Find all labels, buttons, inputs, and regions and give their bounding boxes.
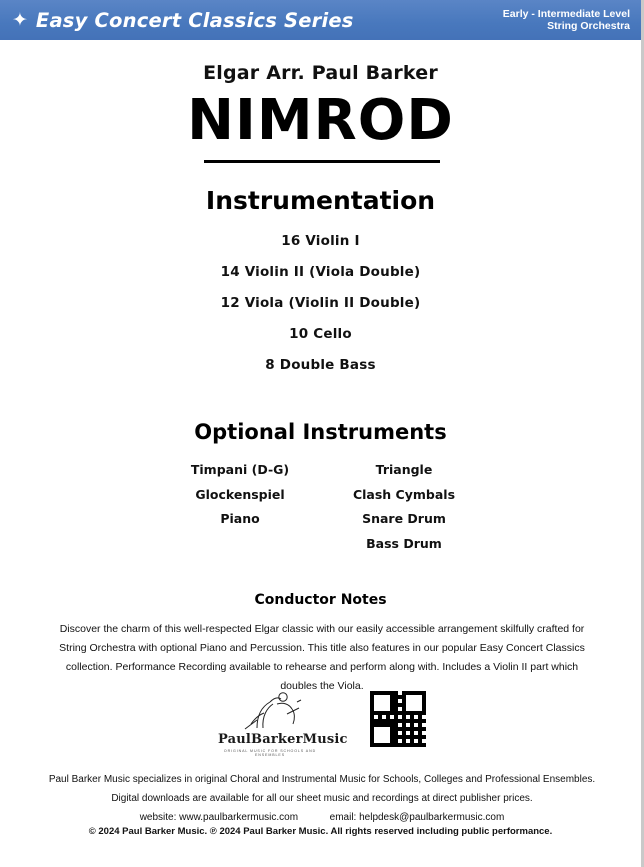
singer-illustration-icon — [218, 688, 322, 730]
conductor-notes-body: Discover the charm of this well-respected Elgar classic with our easily accessible arrangement skilfully crafted for String Orchestra with optional Piano and Percussion. This title also features in our popular Easy Concert Classics collection. Performance Recording available to rehearse and perform along with. Includes a Violin II part which doubles the Viola. — [59, 623, 585, 692]
series-banner — [0, 0, 644, 40]
list-item: 14 Violin II (Viola Double) — [220, 264, 421, 280]
list-item: Timpani (D-G) — [190, 462, 290, 477]
list-item: 8 Double Bass — [265, 357, 376, 373]
email-link[interactable]: email: helpdesk@paulbarkermusic.com — [329, 812, 505, 823]
level-line-2: String Orchestra — [547, 20, 630, 32]
publisher-media-row — [0, 688, 644, 757]
optional-right-column — [329, 458, 479, 556]
list-item: 10 Cello — [289, 326, 352, 342]
page-title: NIMROD — [187, 88, 454, 153]
list-item: Glockenspiel — [195, 486, 285, 502]
level-info — [503, 8, 634, 33]
list-item: Triangle — [375, 462, 433, 477]
title-divider — [204, 160, 440, 163]
list-item: 12 Viola (Violin II Double) — [220, 295, 421, 311]
instrumentation-heading: Instrumentation — [205, 186, 436, 215]
qr-code-icon[interactable] — [370, 691, 426, 747]
optional-instruments-heading: Optional Instruments — [194, 420, 447, 444]
series-title: Easy Concert Classics Series — [35, 8, 354, 32]
footer-line-2: Digital downloads are available for all our sheet music and recordings at direct publisher prices. — [111, 793, 533, 804]
optional-instruments-list — [0, 458, 644, 556]
instrumentation-list — [0, 226, 641, 381]
list-item: Clash Cymbals — [352, 486, 456, 502]
publisher-logo-name: PaulBarkerMusic — [218, 732, 348, 747]
composer-arranger: Elgar Arr. Paul Barker — [203, 62, 438, 84]
footer — [40, 770, 604, 827]
list-item: Piano — [220, 511, 260, 526]
list-item: Snare Drum — [362, 511, 446, 526]
publisher-logo-tagline: ORIGINAL MUSIC FOR SCHOOLS AND ENSEMBLES — [223, 749, 317, 757]
list-item: 16 Violin I — [281, 233, 360, 249]
conductor-notes-heading: Conductor Notes — [254, 592, 387, 608]
footer-line-1: Paul Barker Music specializes in original Choral and Instrumental Music for Schools, Colleges and Professional Ensembles. — [48, 774, 596, 785]
level-line-1: Early - Intermediate Level — [502, 7, 630, 20]
optional-left-column — [165, 458, 315, 556]
website-link[interactable]: website: www.paulbarkermusic.com — [139, 812, 299, 823]
list-item: Bass Drum — [366, 535, 442, 551]
sparkle-icon: ✦ — [12, 9, 28, 31]
copyright-notice: © 2024 Paul Barker Music. ℗ 2024 Paul Barker Music. All rights reserved including public performance. — [88, 826, 553, 837]
publisher-logo — [218, 688, 348, 757]
footer-contact — [40, 808, 604, 827]
